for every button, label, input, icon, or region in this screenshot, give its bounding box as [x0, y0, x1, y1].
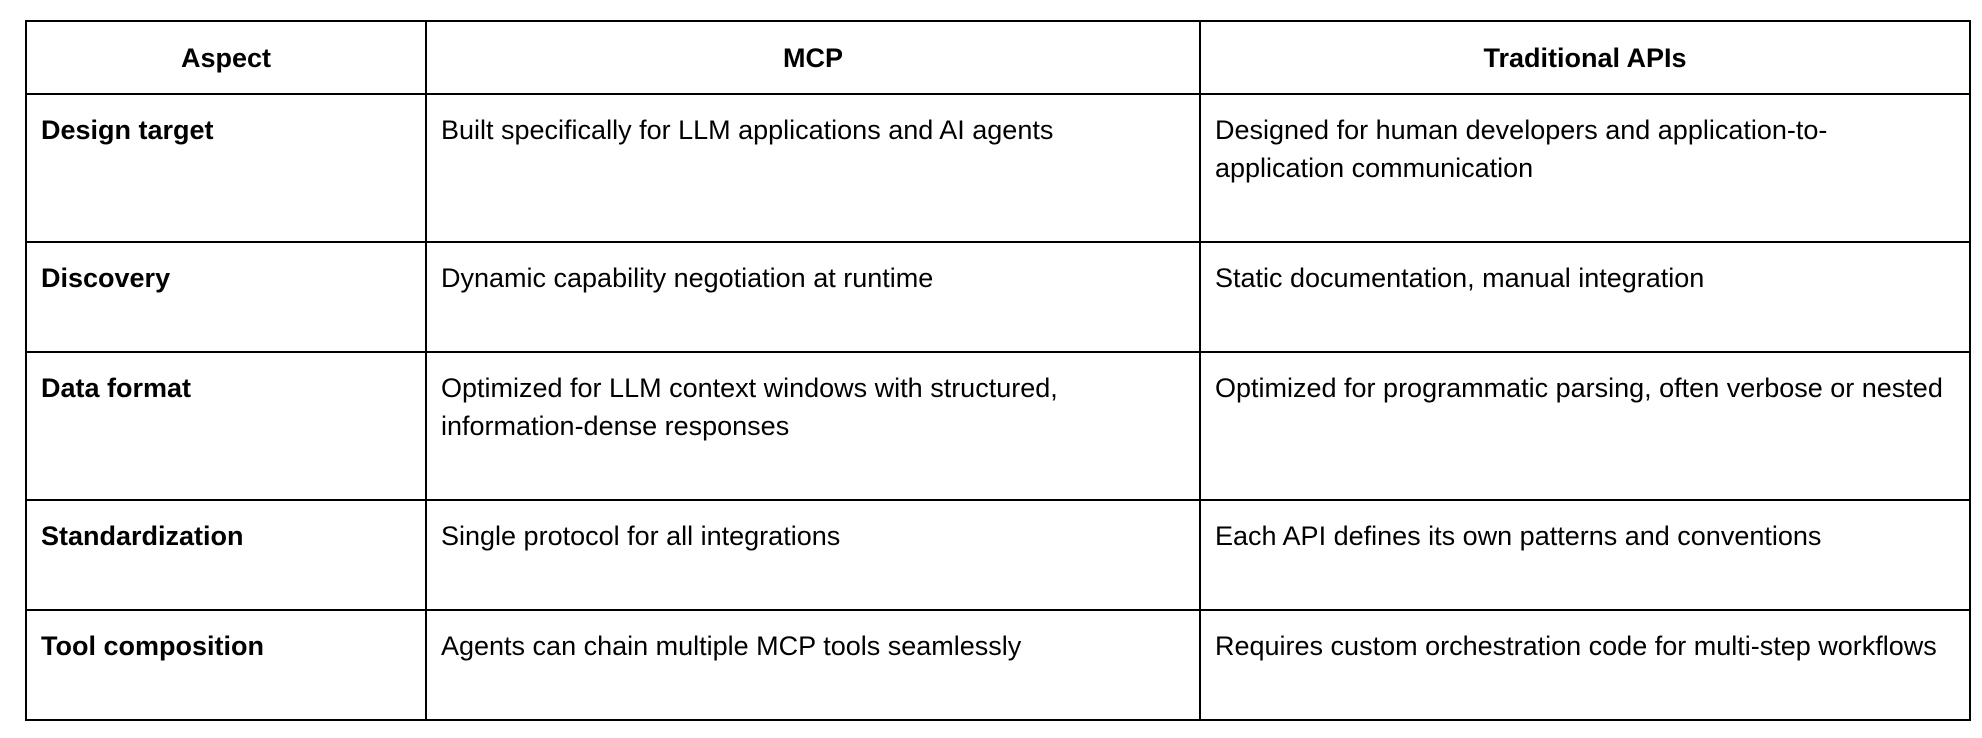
table-row	[26, 352, 1970, 500]
traditional-api-cell: Each API defines its own patterns and conventions	[1200, 500, 1970, 610]
table-row	[26, 500, 1970, 610]
aspect-cell: Discovery	[26, 242, 426, 352]
mcp-cell: Built specifically for LLM applications and AI agents	[426, 94, 1200, 242]
table-header	[26, 21, 1970, 94]
mcp-cell: Optimized for LLM context windows with structured, information-dense responses	[426, 352, 1200, 500]
header-traditional-apis: Traditional APIs	[1200, 21, 1970, 94]
header-aspect: Aspect	[26, 21, 426, 94]
table-row	[26, 94, 1970, 242]
traditional-api-cell: Designed for human developers and application-to-application communication	[1200, 94, 1970, 242]
mcp-cell: Agents can chain multiple MCP tools seamlessly	[426, 610, 1200, 720]
traditional-api-cell: Requires custom orchestration code for multi-step workflows	[1200, 610, 1970, 720]
mcp-cell: Dynamic capability negotiation at runtime	[426, 242, 1200, 352]
table-row	[26, 610, 1970, 720]
aspect-cell: Standardization	[26, 500, 426, 610]
table-body	[26, 94, 1970, 720]
traditional-api-cell: Static documentation, manual integration	[1200, 242, 1970, 352]
header-row	[26, 21, 1970, 94]
aspect-cell: Tool composition	[26, 610, 426, 720]
traditional-api-cell: Optimized for programmatic parsing, often verbose or nested	[1200, 352, 1970, 500]
table-row	[26, 242, 1970, 352]
mcp-cell: Single protocol for all integrations	[426, 500, 1200, 610]
comparison-table	[25, 20, 1971, 721]
aspect-cell: Data format	[26, 352, 426, 500]
aspect-cell: Design target	[26, 94, 426, 242]
header-mcp: MCP	[426, 21, 1200, 94]
